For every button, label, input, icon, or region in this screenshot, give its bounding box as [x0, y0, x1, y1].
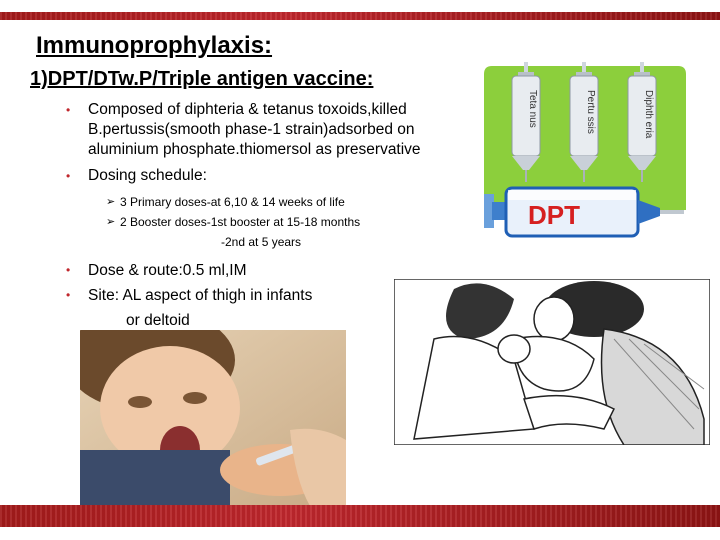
bullet-dot-icon: •	[66, 263, 71, 277]
bullet-text: Composed of diphteria & tetanus toxoids,killed B.pertussis(smooth phase-1 strain)adsorbed on aluminium phosphate.thiomersol as preservative	[88, 101, 421, 158]
slide-title: Immunoprophylaxis:	[36, 32, 273, 59]
schedule-continuation: -2nd at 5 years	[221, 235, 302, 249]
bullet-dot-icon: •	[66, 288, 71, 302]
main-bullet-list	[66, 100, 486, 186]
bullet-dot-icon: •	[66, 169, 71, 183]
schedule-item-booster	[106, 212, 426, 232]
top-decorative-bar	[0, 12, 720, 20]
bullet-text: Site: AL aspect of thigh in infants	[88, 287, 313, 304]
bullet-site	[66, 283, 386, 333]
mother-infant-illustration	[394, 279, 710, 445]
dpt-label: DPT	[528, 200, 580, 230]
bullet-dosing	[66, 166, 486, 186]
bullet-site-continuation: or deltoid	[126, 312, 190, 329]
schedule-text: 2 Booster doses-1st booster at 15-18 months	[120, 215, 361, 229]
route-bullet-list	[66, 258, 386, 333]
bullet-dot-icon: •	[66, 103, 71, 117]
bottom-decorative-bar	[0, 505, 720, 527]
schedule-sub-list	[106, 192, 426, 232]
bullet-composition	[66, 100, 486, 160]
syringe-label-tetanus: Teta nus	[527, 90, 538, 128]
dpt-vaccine-illustration	[482, 60, 688, 246]
child-injection-photo	[80, 330, 346, 506]
schedule-item-primary	[106, 192, 426, 212]
arrow-bullet-icon: ➢	[106, 216, 116, 228]
bullet-dose-route	[66, 258, 386, 283]
bullet-text: Dose & route:0.5 ml,IM	[88, 262, 247, 279]
syringe-label-diphtheria: Diphth eria	[643, 90, 654, 139]
arrow-bullet-icon: ➢	[106, 196, 116, 208]
schedule-text: 3 Primary doses-at 6,10 & 14 weeks of life	[120, 195, 345, 209]
syringe-label-pertussis: Pertu ssis	[585, 90, 596, 134]
bullet-text: Dosing schedule:	[88, 167, 207, 184]
slide-subtitle: 1)DPT/DTw.P/Triple antigen vaccine:	[30, 68, 374, 90]
